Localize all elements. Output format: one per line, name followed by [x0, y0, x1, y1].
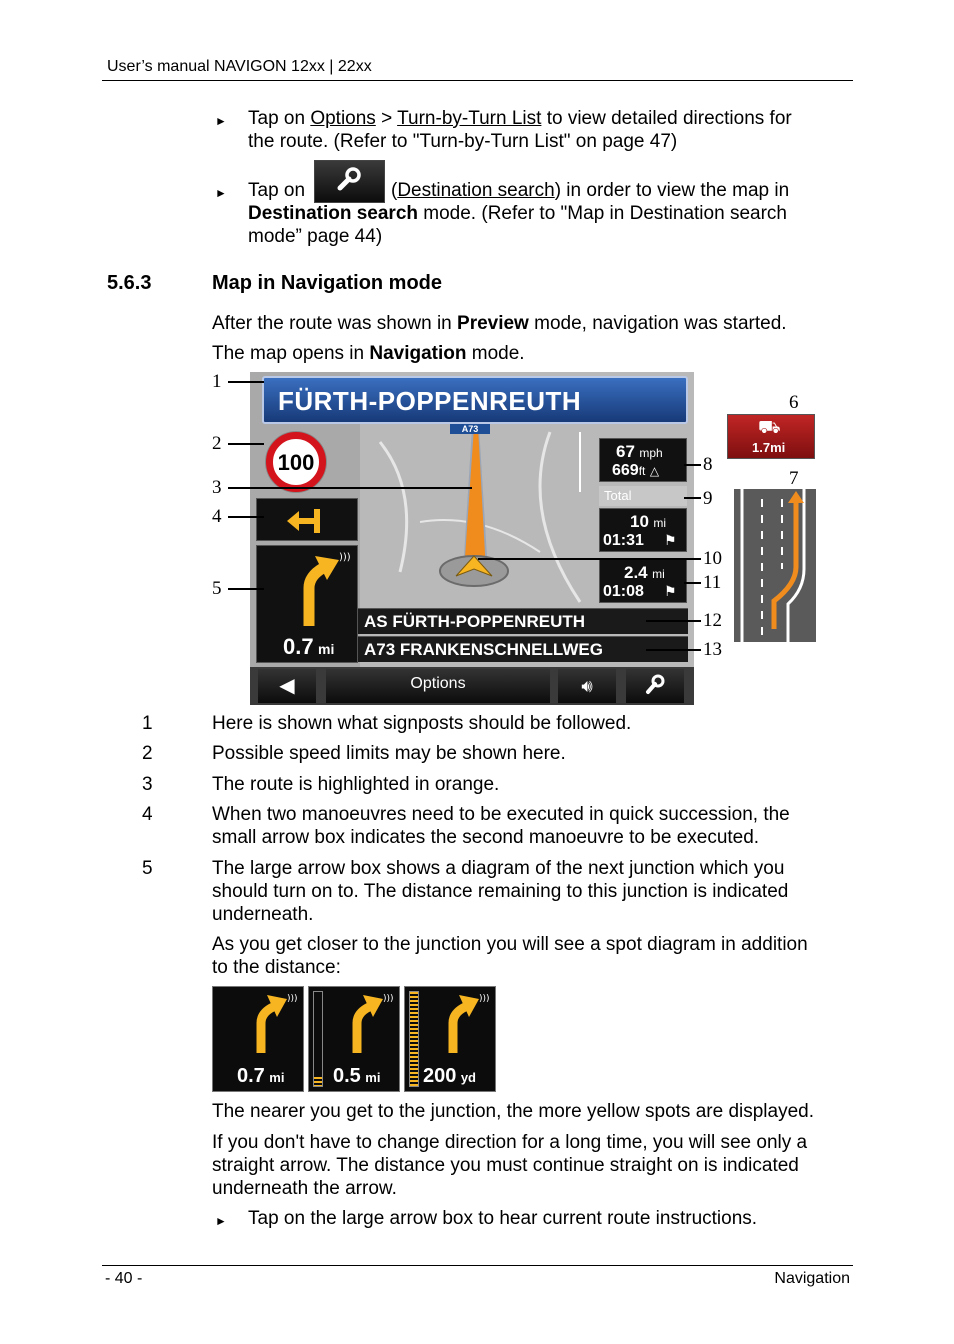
bullet-text: Tap on	[248, 108, 311, 129]
bullet-marker: ►	[215, 186, 227, 200]
legend-number: 1	[142, 713, 153, 734]
spot-distance-value: 200	[423, 1065, 457, 1087]
altitude-readout	[612, 462, 659, 480]
destination-search-button[interactable]	[314, 160, 385, 203]
spot-distance	[237, 1065, 284, 1088]
header-rule	[102, 80, 853, 81]
callout-number: 12	[703, 610, 722, 631]
navigation-screen	[250, 372, 694, 705]
callout-number: 11	[703, 572, 722, 593]
callout-number: 1	[212, 371, 222, 392]
mountain-icon: △	[649, 464, 660, 478]
total-label: Total	[599, 486, 687, 506]
bullet-text: >	[375, 108, 398, 129]
lane-diagram	[734, 489, 816, 642]
intro-text: The map opens in	[212, 343, 370, 364]
spot-bar	[409, 991, 419, 1087]
road-shield: A73	[450, 424, 490, 434]
spot-distance-value: 0.5	[333, 1065, 361, 1087]
legend-line: The large arrow box shows a diagram of the next junction which you	[212, 858, 785, 879]
page-number: - 40 -	[105, 1270, 143, 1287]
intro-text: mode, navigation was started.	[528, 313, 787, 334]
signpost-banner	[262, 376, 688, 424]
speaker-icon: 🔊︎	[581, 676, 593, 696]
callout-line	[684, 464, 701, 466]
paragraph-line: underneath the arrow.	[212, 1178, 397, 1199]
callout-number: 7	[789, 468, 799, 489]
turn-right-arrow-icon	[257, 546, 359, 634]
options-button[interactable]: Options	[326, 669, 550, 703]
signpost-text: FÜRTH-POPPENREUTH	[278, 386, 582, 416]
callout-number: 5	[212, 578, 222, 599]
callout-number: 4	[212, 506, 222, 527]
bullet-destination-cont	[248, 202, 848, 248]
straight-paragraph	[212, 1131, 807, 1200]
callout-line	[228, 443, 264, 445]
spot-box	[212, 986, 304, 1092]
legend-line: should turn on to. The distance remaining to this junction is indicated	[212, 881, 789, 902]
turn-left-arrow-icon	[257, 499, 359, 542]
total-distance-unit: mi	[653, 516, 667, 530]
nearer-paragraph: The nearer you get to the junction, the more yellow spots are displayed.	[212, 1101, 815, 1122]
current-street: A73 FRANKENSCHNELLWEG	[358, 636, 688, 662]
callout-number: 9	[703, 488, 713, 509]
callout-line	[646, 620, 701, 622]
running-header: User’s manual NAVIGON 12xx | 22xx	[107, 58, 372, 75]
next-distance-unit: mi	[652, 567, 665, 581]
next-distance	[624, 563, 665, 583]
spot-fill	[410, 992, 418, 1086]
spot-box	[308, 986, 400, 1092]
spot-fill	[314, 1077, 322, 1086]
legend-text: The route is highlighted in orange.	[212, 774, 500, 795]
legend-line: underneath.	[212, 904, 314, 925]
spot-paragraph	[212, 933, 808, 979]
legend-line: small arrow box indicates the second manoeuvre to be executed.	[212, 827, 760, 848]
svg-text:))): )))	[383, 994, 394, 1004]
magnifier-icon	[315, 161, 386, 204]
callout-number: 2	[212, 433, 222, 454]
bullet-text: mode. (Refer to "Map in Destination search	[418, 203, 787, 224]
callout-line	[684, 582, 701, 584]
traffic-box[interactable]	[727, 414, 815, 459]
turn-by-turn-link[interactable]: Turn-by-Turn List	[397, 108, 542, 129]
bullet-text: mode” page 44)	[248, 226, 383, 247]
back-arrow-icon: ◀	[279, 675, 295, 697]
arrow-distance-value: 0.7	[283, 634, 314, 659]
bullet-marker: ►	[215, 114, 227, 128]
speed-limit-value: 100	[277, 450, 315, 475]
bullet-text: the route. (Refer to "Turn-by-Turn List" on page 47)	[248, 131, 678, 152]
traffic-distance-unit: mi	[770, 440, 786, 455]
callout-number: 13	[703, 639, 722, 660]
total-distance	[630, 512, 666, 532]
magnifier-icon	[626, 669, 684, 703]
large-arrow-box[interactable]	[256, 545, 358, 663]
callout-line	[684, 497, 701, 499]
spot-distance	[423, 1065, 476, 1088]
spot-distance-unit: yd	[460, 1070, 476, 1085]
spot-bar	[313, 991, 323, 1087]
intro-text: mode.	[466, 343, 525, 364]
traffic-car-icon: ⛟	[758, 417, 781, 437]
volume-button[interactable]	[558, 669, 616, 703]
callout-number: 3	[212, 477, 222, 498]
bullet-text: to view detailed directions for	[541, 108, 792, 129]
legend-line: When two manoeuvres need to be executed in quick succession, the	[212, 804, 790, 825]
next-distance-value: 2.4	[624, 563, 648, 582]
callout-line	[478, 558, 701, 560]
legend-text: Possible speed limits may be shown here.	[212, 743, 566, 764]
callout-line	[228, 381, 264, 383]
altitude-unit: ft	[638, 464, 646, 478]
bold-term: Navigation	[369, 343, 467, 364]
callout-line	[228, 516, 264, 518]
bullet-marker: ►	[215, 1214, 227, 1228]
intro-line-1	[212, 312, 787, 335]
intro-line-2	[212, 342, 525, 365]
speed-value: 67	[616, 442, 635, 461]
callout-number: 6	[789, 392, 799, 413]
next-box	[599, 559, 687, 603]
small-arrow-box[interactable]	[256, 498, 358, 541]
legend-text	[212, 803, 790, 849]
arrow-distance	[283, 634, 334, 660]
bullet-options	[248, 107, 848, 153]
callout-number: 10	[703, 548, 722, 569]
bullet-text: in order to view the map in	[561, 180, 790, 201]
speed-unit: mph	[639, 446, 663, 460]
back-button[interactable]	[258, 669, 316, 703]
options-link[interactable]: Options	[310, 108, 376, 129]
bold-term: Preview	[457, 313, 529, 334]
flag-icon: ⚑	[664, 532, 677, 548]
total-time: 01:31	[603, 532, 644, 549]
altitude-value: 669	[612, 462, 639, 479]
callout-number: 8	[703, 454, 713, 475]
footer-section: Navigation	[774, 1270, 850, 1287]
svg-text:))): )))	[287, 994, 298, 1004]
paragraph-line: As you get closer to the junction you will see a spot diagram in addition	[212, 934, 808, 955]
bullet-destination: (Destination search) in order to view the map in	[391, 180, 790, 201]
traffic-distance	[752, 440, 785, 455]
spot-distance-value: 0.7	[237, 1065, 265, 1087]
bullet-last: Tap on the large arrow box to hear current route instructions.	[248, 1208, 758, 1229]
paragraph-line: to the distance:	[212, 957, 341, 978]
section-title: Map in Navigation mode	[212, 272, 443, 294]
traffic-distance-value: 1.7	[752, 440, 771, 455]
legend-number: 5	[142, 858, 153, 879]
legend-number: 2	[142, 743, 153, 764]
bullet-tap-label: Tap on	[248, 180, 306, 201]
callout-line	[646, 649, 701, 651]
flag-icon: ⚑	[664, 583, 677, 599]
footer-rule	[102, 1265, 853, 1266]
total-distance-value: 10	[630, 512, 649, 531]
destination-search-link[interactable]: Destination search	[397, 180, 555, 201]
speed-readout	[616, 442, 663, 462]
total-box	[599, 508, 687, 552]
svg-text:))): )))	[479, 994, 490, 1004]
spot-distance	[333, 1065, 380, 1088]
intro-text: After the route was shown in	[212, 313, 458, 334]
spot-distance-unit: mi	[269, 1070, 285, 1085]
callout-line	[228, 487, 472, 489]
speed-limit-sign	[266, 432, 326, 492]
paragraph-line: straight arrow. The distance you must continue straight on is indicated	[212, 1155, 799, 1176]
svg-text:))): )))	[339, 552, 351, 563]
section-number: 5.6.3	[107, 272, 152, 294]
spot-box	[404, 986, 496, 1092]
callout-line	[228, 588, 264, 590]
next-time: 01:08	[603, 583, 644, 600]
search-button[interactable]	[626, 669, 684, 703]
next-street: AS FÜRTH-POPPENREUTH	[358, 608, 688, 634]
speed-altitude-box	[599, 438, 687, 482]
bold-term: Destination search	[248, 203, 418, 224]
legend-number: 4	[142, 804, 153, 825]
paragraph-line: If you don't have to change direction for a long time, you will see only a	[212, 1132, 808, 1153]
turn-right-arrow-icon	[213, 987, 305, 1063]
legend-text	[212, 857, 788, 926]
spot-distance-unit: mi	[365, 1070, 381, 1085]
legend-number: 3	[142, 774, 153, 795]
legend-text: Here is shown what signposts should be followed.	[212, 713, 632, 734]
lane-assistant	[734, 489, 816, 642]
arrow-distance-unit: mi	[318, 641, 335, 657]
